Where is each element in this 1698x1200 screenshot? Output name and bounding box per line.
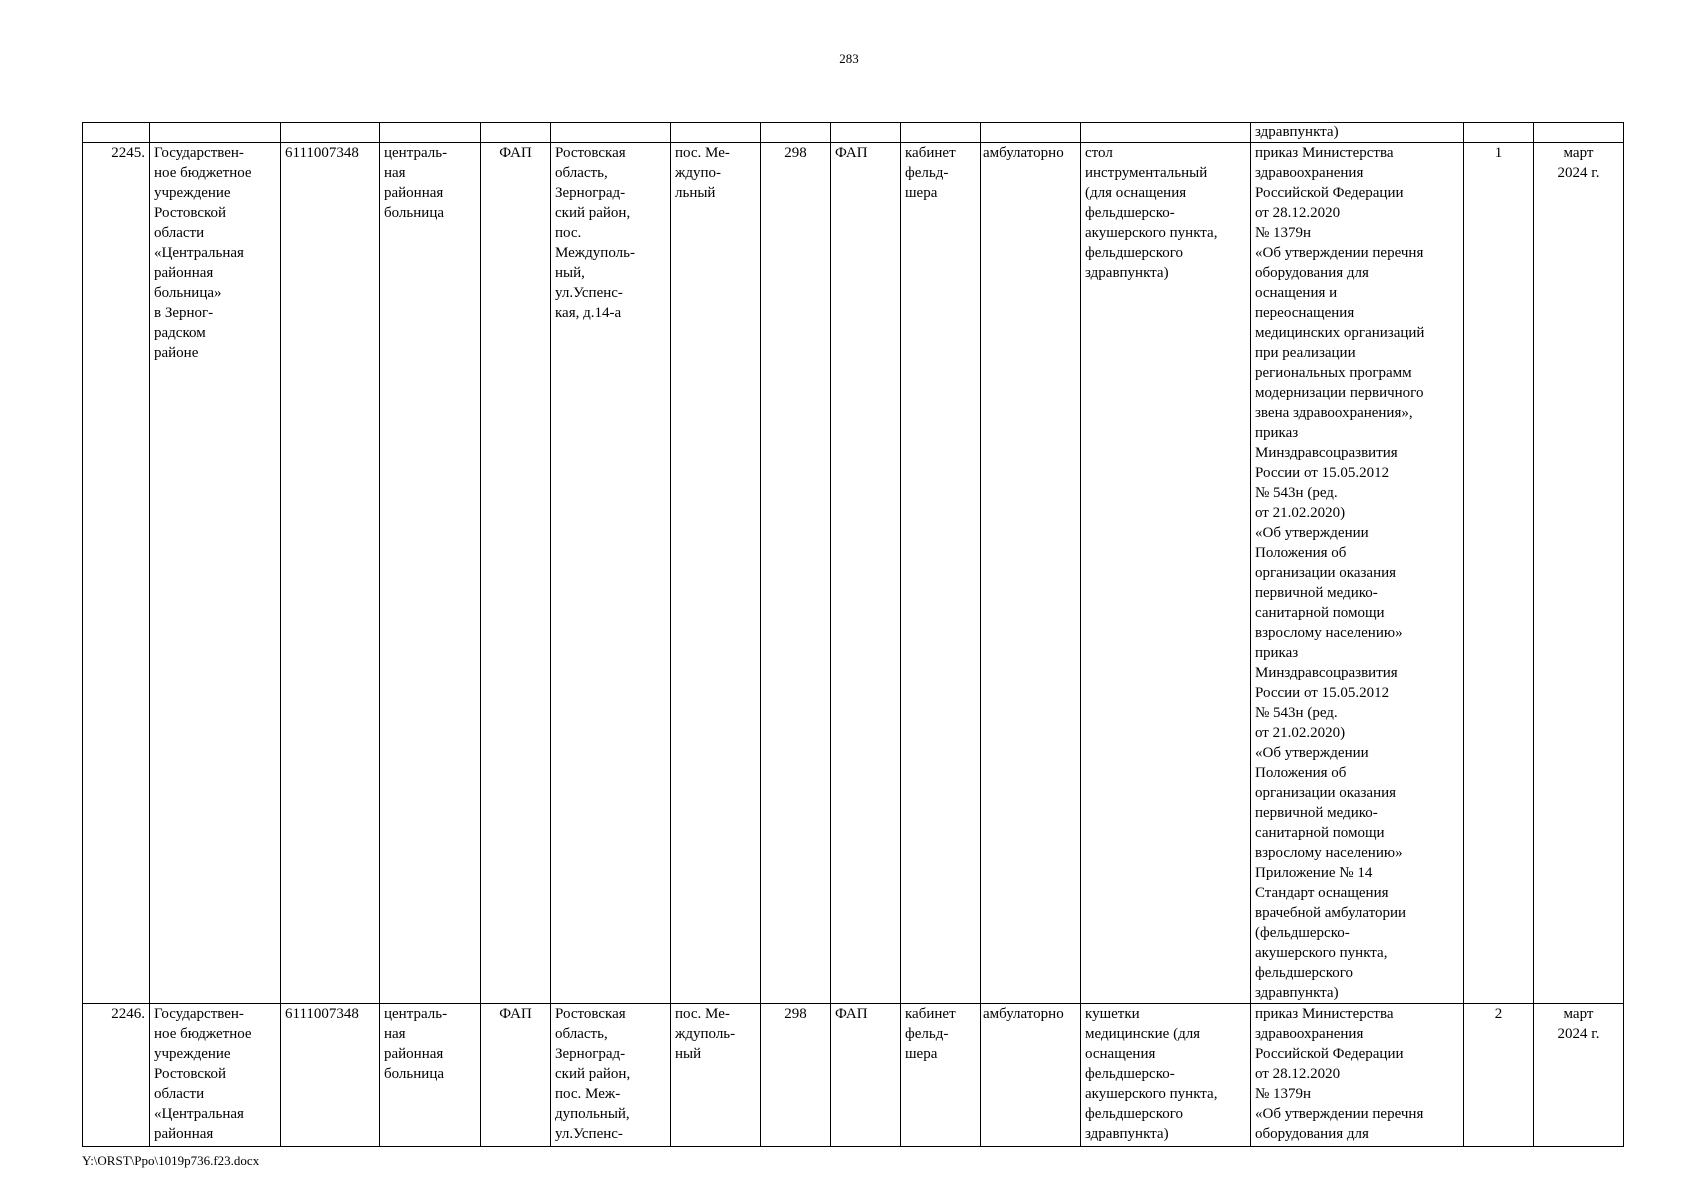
- cell: [83, 123, 150, 143]
- file-path-footer: Y:\ORST\Ppo\1019p736.f23.docx: [82, 1153, 260, 1168]
- deadline: март 2024 г.: [1534, 1004, 1624, 1147]
- equipment-name: стол инструментальный (для оснащения фельдшерско- акушерского пункта, фельдшерского здравпункта): [1081, 143, 1251, 1004]
- table-row: [83, 143, 1624, 1004]
- quantity: 2: [1464, 1004, 1534, 1147]
- facility-type: ФАП: [831, 143, 901, 1004]
- page-number: 283: [839, 51, 859, 66]
- cell: [1081, 123, 1251, 143]
- table-row: [83, 1004, 1624, 1147]
- inn-code: 6111007348: [281, 143, 380, 1004]
- organization-type: централь- ная районная больница: [380, 1004, 481, 1147]
- deadline: март 2024 г.: [1534, 143, 1624, 1004]
- equipment-table: [82, 122, 1624, 1147]
- inn-code: 6111007348: [281, 1004, 380, 1147]
- cell: [761, 123, 831, 143]
- row-number: 2246.: [83, 1004, 150, 1147]
- cell: [1464, 123, 1534, 143]
- unit-type: ФАП: [481, 143, 551, 1004]
- cell: [281, 123, 380, 143]
- unit-type: ФАП: [481, 1004, 551, 1147]
- cell: [380, 123, 481, 143]
- population: 298: [761, 1004, 831, 1147]
- organization-type: централь- ная районная больница: [380, 143, 481, 1004]
- legal-basis: приказ Министерства здравоохранения Российской Федерации от 28.12.2020 № 1379н «Об утверждении перечня оборудования для: [1251, 1004, 1464, 1147]
- settlement: пос. Ме- ждупо- льный: [671, 143, 761, 1004]
- continuation-row: [83, 123, 1624, 143]
- cell: [150, 123, 281, 143]
- room: кабинет фельд- шера: [901, 143, 981, 1004]
- population: 298: [761, 143, 831, 1004]
- cell: [1534, 123, 1624, 143]
- address: Ростовская область, Зерноград- ский район, пос. Меж- дупольный, ул.Успенс-: [551, 1004, 671, 1147]
- row-number: 2245.: [83, 143, 150, 1004]
- care-type: амбулаторно: [981, 1004, 1081, 1147]
- cell: [831, 123, 901, 143]
- cell: [901, 123, 981, 143]
- cell: здравпункта): [1251, 123, 1464, 143]
- cell: [481, 123, 551, 143]
- legal-basis: приказ Министерства здравоохранения Российской Федерации от 28.12.2020 № 1379н «Об утверждении перечня оборудования для оснащения и переоснащения медицинских организаций при реализации региональных программ модернизации первичного звена здравоохранения», приказ Минздравсоцразвития России от 15.05.2012 № 543н (ред. от 21.02.2020) «Об утверждении Положения об организации оказания первичной медико- санитарной помощи взрослому населению» приказ Минздравсоцразвития России от 15.05.2012 № 543н (ред. от 21.02.2020) «Об утверждении Положения об организации оказания первичной медико- санитарной помощи взрослому населению» Приложение № 14 Стандарт оснащения врачебной амбулатории (фельдшерско- акушерского пункта, фельдшерского здравпункта): [1251, 143, 1464, 1004]
- care-type: амбулаторно: [981, 143, 1081, 1004]
- quantity: 1: [1464, 143, 1534, 1004]
- address: Ростовская область, Зерноград- ский район, пос. Междуполь- ный, ул.Успенс- кая, д.14-а: [551, 143, 671, 1004]
- cell: [671, 123, 761, 143]
- organization-name: Государствен- ное бюджетное учреждение Ростовской области «Центральная районная больница» в Зерног- радском районе: [150, 143, 281, 1004]
- equipment-name: кушетки медицинские (для оснащения фельдшерско- акушерского пункта, фельдшерского здравпункта): [1081, 1004, 1251, 1147]
- facility-type: ФАП: [831, 1004, 901, 1147]
- cell: [551, 123, 671, 143]
- cell: [981, 123, 1081, 143]
- organization-name: Государствен- ное бюджетное учреждение Ростовской области «Центральная районная: [150, 1004, 281, 1147]
- room: кабинет фельд- шера: [901, 1004, 981, 1147]
- settlement: пос. Ме- ждуполь- ный: [671, 1004, 761, 1147]
